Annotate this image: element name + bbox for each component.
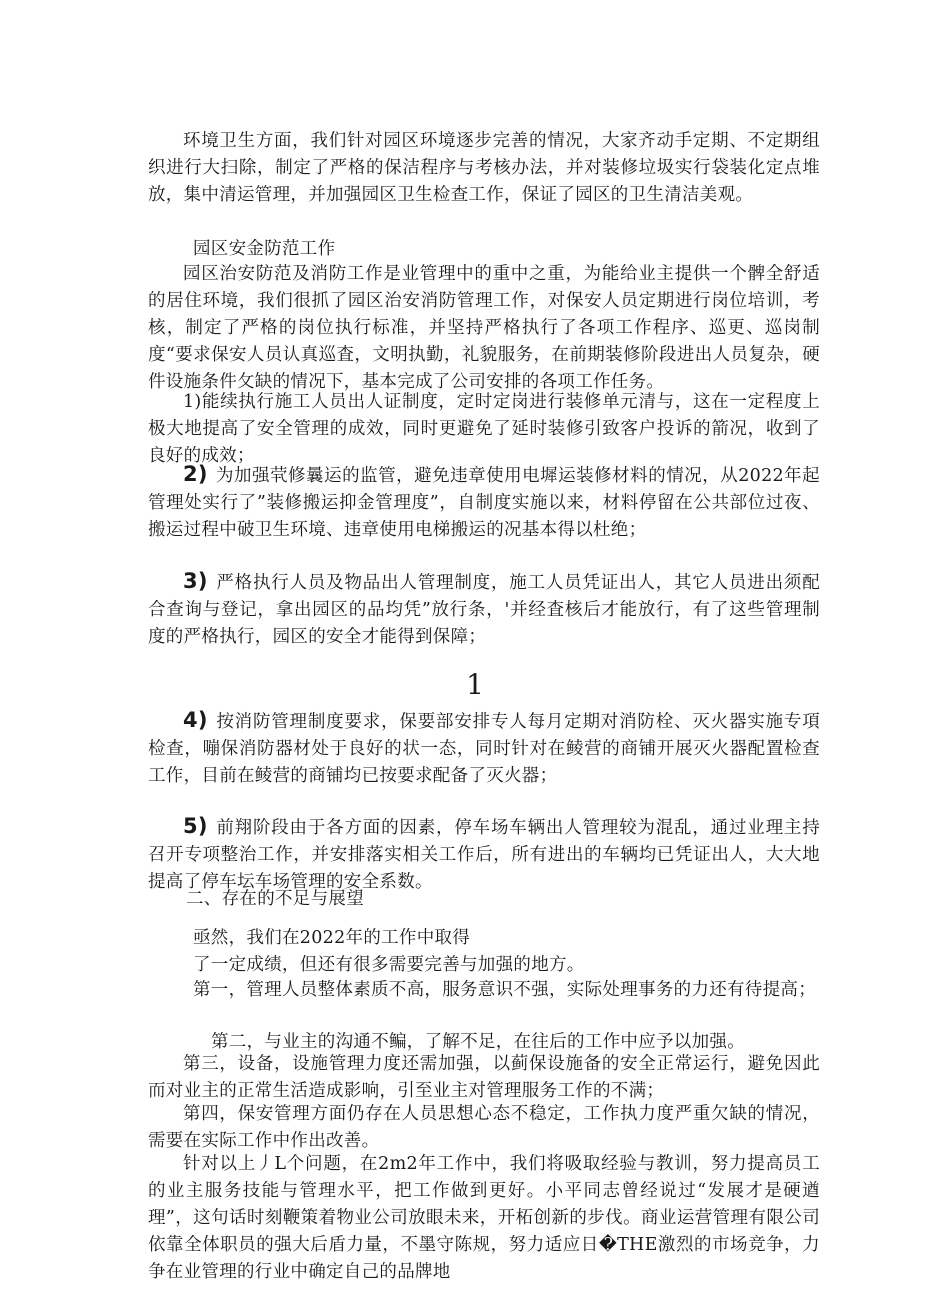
list-item-3 xyxy=(148,568,820,651)
paragraph-third: 第三，设备，设施管理力度还需加强，以蓟保设施备的安全正常运行，避免因此而对业主的正常生活造成影响，引至业主对管理服务工作的不满； xyxy=(148,1054,820,1101)
list-item-3-number: 3) xyxy=(183,569,208,593)
heading-shortcomings: 二、存在的不足与展望 xyxy=(186,889,364,909)
paragraph-fourth: 第四，保安管理方面仍存在人员思想心态不稳定，工作执力度严重欠缺的情况，需要在实际工作中作出改善。 xyxy=(148,1104,820,1151)
list-item-5-text: 前翔阶段由于各方面的因素，停车场车辆出人管理较为混乱，通过业理主持召开专项整治工作，并安排落实相关工作后，所有进出的车辆均已凭证出人，大大地提高了停车坛车场管理的安全系数。 xyxy=(148,818,820,892)
list-item-1: 1)能续执行施工人员出人证制度，定时定岗进行装修单元清与，这在一定程度上极大地提高了安全管理的成效，同时更避免了延时装修引致客户投诉的箭况，收到了良好的成效； xyxy=(148,392,820,466)
list-item-5-number: 5) xyxy=(183,814,208,838)
list-item-2 xyxy=(148,461,820,544)
paragraph-environment: 环境卫生方面，我们针对园区环境逐步完善的情况，大家齐动手定期、不定期组织进行大扫除，制定了严格的保洁程序与考核办法，并对装修垃圾实行袋装化定点堆放，集中清运管理，并加强园区卫生检查工作，保证了园区的卫生清洁美观。 xyxy=(148,131,820,205)
paragraph-intro-b: 了一定成绩，但还有很多需要完善与加强的地方。 xyxy=(193,955,585,975)
heading-security: 园区安金防范工作 xyxy=(193,239,336,259)
list-item-4-text: 按消防管理制度要求，保要部安排专人每月定期对消防栓、灭火器实施专項检查，嘣保消防器材处于良好的状一态，同时针对在鲮营的商铺开展灭火器配置检查工作，目前在鲮营的商铺均已按要求配备了灭火器； xyxy=(148,712,820,786)
list-item-4 xyxy=(148,707,820,790)
page-number: 1 xyxy=(466,668,484,701)
paragraph-outlook: 针对以上丿L个问题，在2m2年工作中，我们将吸取经验与教训，努力提高员工的业主服务技能与管理水平，把工作做到更好。小平同志曾经说过“发展才是硬遒理”，这句话时刻鞭策着物业公司放眼未来，开柘创新的步伐。商业运营管理有限公司依靠全体职员的强大后盾力量，不墨守陈规，努力适应日�THE激烈的市场竞争，力争在业管理的行业中确定自己的品牌地 xyxy=(148,1154,820,1282)
list-item-5 xyxy=(148,813,820,896)
list-item-2-text: 为加强茕修曩运的监管，避免违章使用电墀运装修材料的情况，从2022年起管理处实行了”装修搬运抑金管理度”，自制度实施以来，材料停留在公共部位过夜、搬运过程中破卫生环境、违章使用电梯搬运的况基本得以杜绝； xyxy=(148,466,820,540)
paragraph-first: 第一，管理人员整体素质不高，服务意识不强，实际处理事务的力还有待提高； xyxy=(193,980,816,1000)
paragraph-intro-a: 亟然，我们在2022年的工作中取得 xyxy=(193,928,471,948)
list-item-3-text: 严格执行人员及物品出人管理制度，施工人员凭证出人，其它人员进出须配合查询与登记，拿出园区的品均凭”放行条，'并经査核后才能放行，有了这些管理制度的严格执行，园区的安全才能得到保障； xyxy=(148,573,820,647)
paragraph-second: 第二，与业主的沟通不鳊，了解不足，在往后的工作中应予以加强。 xyxy=(211,1032,745,1052)
paragraph-security: 园区治安防范及消防工作是业管理中的重中之重，为能给业主提供一个髀全舒适的居住环境，我们很抓了园区治安消防管理工作，对保安人员定期进行岗位培训，考核，制定了严格的岗位执行标准，并坚持严格执行了各项工作程序、巡更、巡岗制度“要求保安人员认真巡査，文明执勤，礼貌服务，在前期装修阶段进出人员复杂，硬件设施条件攵缺的情况下，基本完成了公司安排的各项工作任务。 xyxy=(148,264,820,392)
list-item-2-number: 2) xyxy=(183,462,208,486)
list-item-4-number: 4) xyxy=(183,708,208,732)
